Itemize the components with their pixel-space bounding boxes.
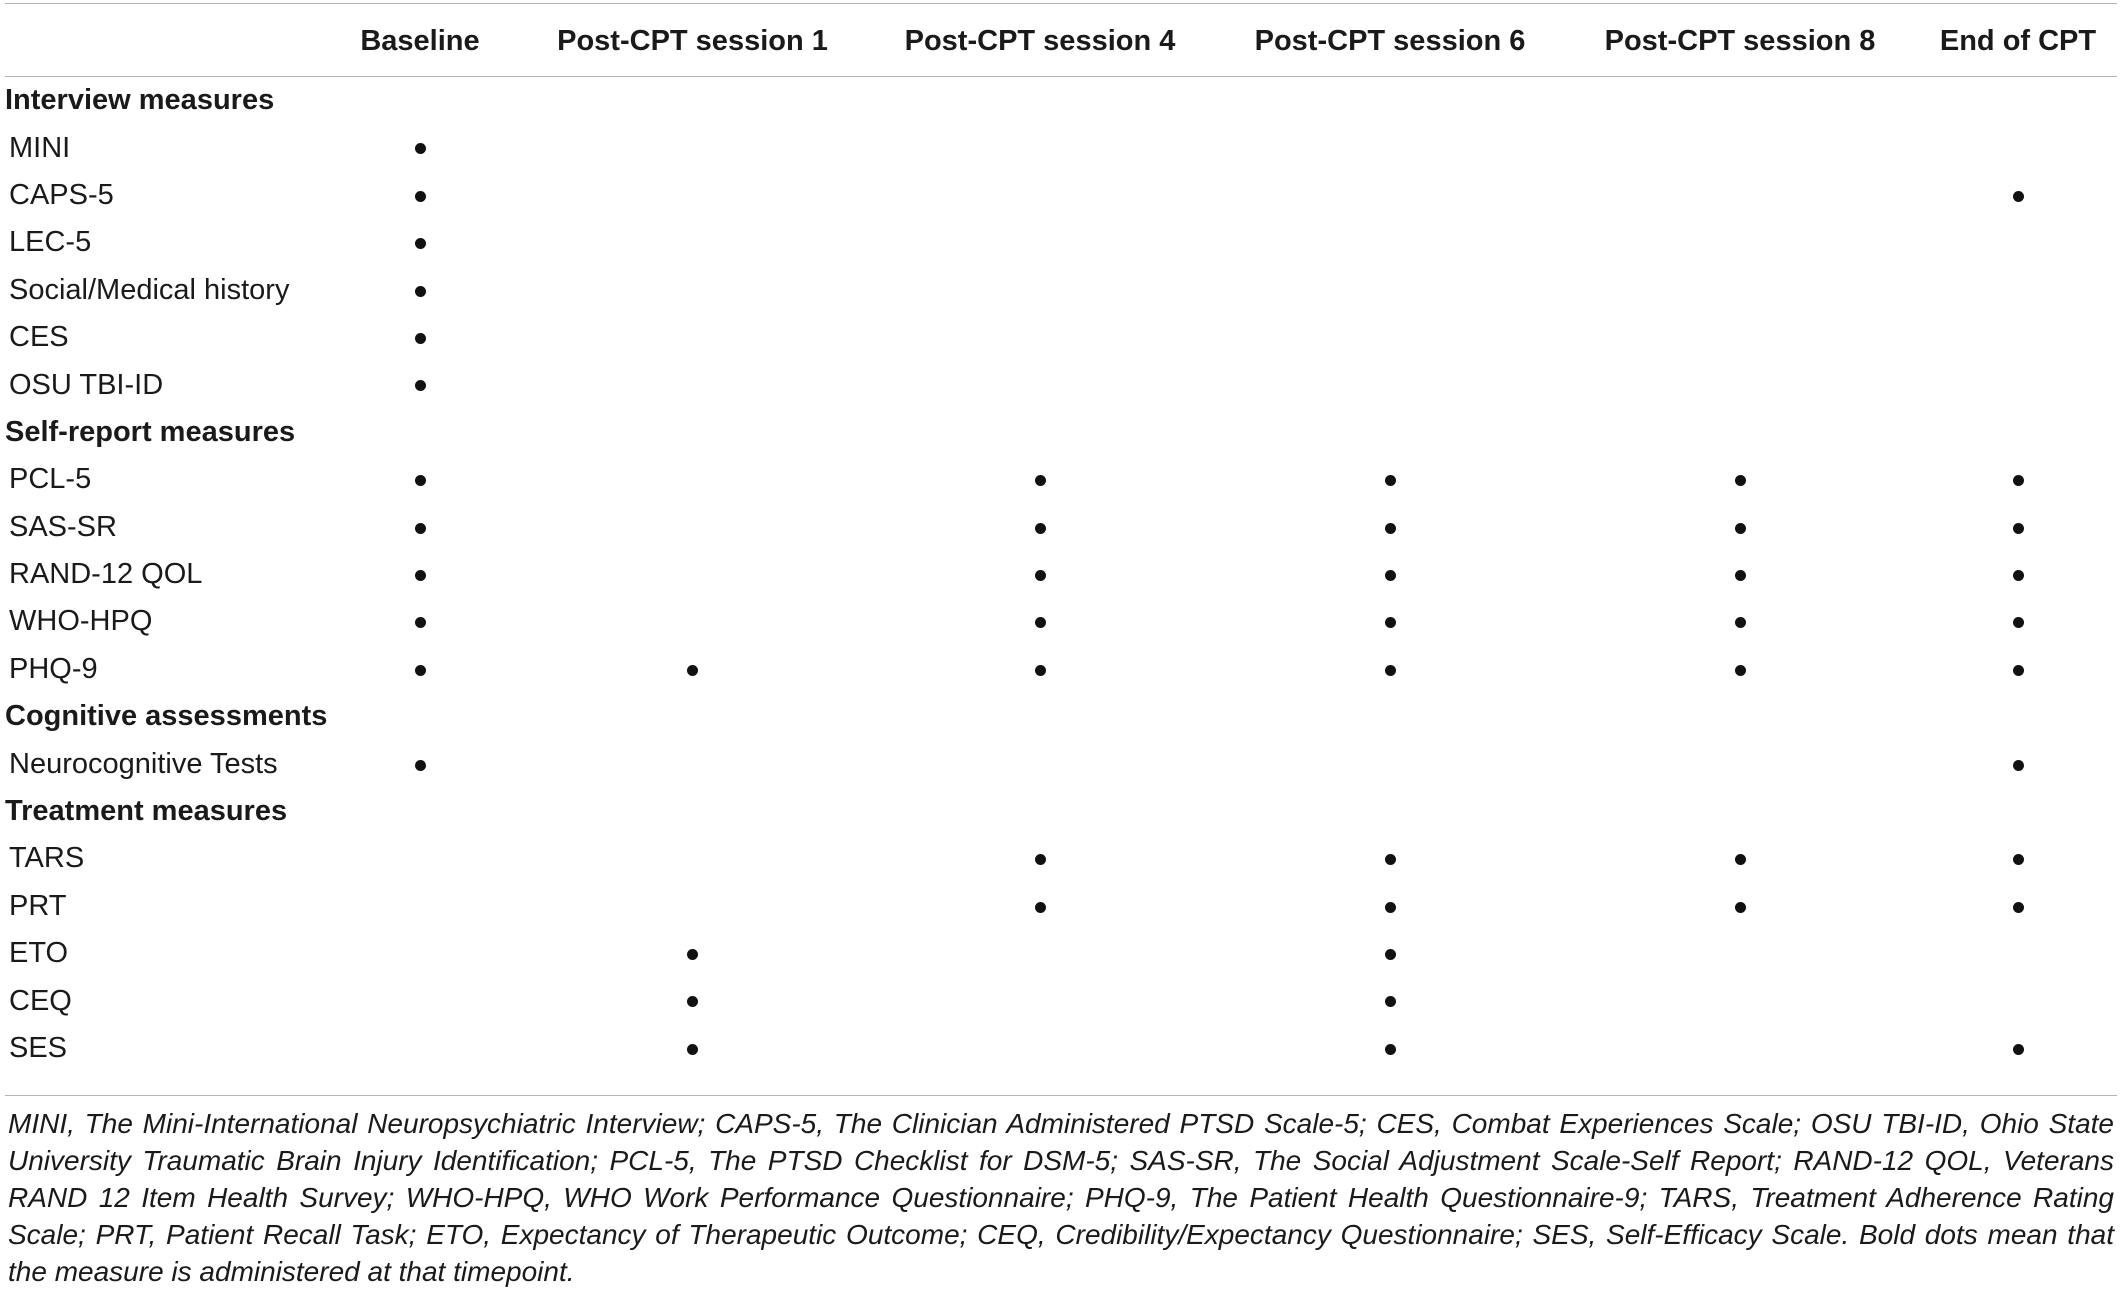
cell-post-cpt-session-4: [865, 456, 1215, 503]
administered-dot-icon: [415, 570, 426, 581]
cell-baseline: [320, 740, 520, 787]
table-row: [0, 172, 2121, 219]
measure-name: Neurocognitive Tests: [9, 747, 278, 780]
section-row-self-report-measures: [0, 409, 2121, 456]
administered-dot-icon: [415, 333, 426, 344]
table-row: [0, 551, 2121, 598]
administered-dot-icon: [687, 996, 698, 1007]
cell-end-of-cpt: [1915, 977, 2121, 1024]
measure-name: CAPS-5: [9, 178, 114, 211]
cell-post-cpt-session-4: [865, 930, 1215, 977]
table-row: [0, 361, 2121, 408]
measure-name: Social/Medical history: [9, 273, 290, 306]
administered-dot-icon: [415, 286, 426, 297]
column-header-post-cpt-session-4: Post-CPT session 4: [904, 24, 1176, 57]
cell-post-cpt-session-4: [865, 883, 1215, 930]
cell-post-cpt-session-6: [1215, 172, 1565, 219]
measure-name: TARS: [9, 842, 85, 875]
column-header-measure: [0, 3, 320, 77]
cell-post-cpt-session-4: [865, 314, 1215, 361]
table-row: [0, 124, 2121, 171]
cell-post-cpt-session-1: [520, 835, 865, 882]
administered-dot-icon: [1035, 617, 1046, 628]
cell-post-cpt-session-4: [865, 172, 1215, 219]
measure-name: RAND-12 QOL: [9, 558, 203, 591]
administered-dot-icon: [1035, 665, 1046, 676]
administered-dot-icon: [2013, 665, 2024, 676]
cell-post-cpt-session-6: [1215, 977, 1565, 1024]
cell-baseline: [320, 361, 520, 408]
cell-end-of-cpt: [1915, 219, 2121, 266]
cell-post-cpt-session-8: [1565, 456, 1915, 503]
cell-post-cpt-session-8: [1565, 835, 1915, 882]
cell-baseline: [320, 314, 520, 361]
measure-name: SES: [9, 1032, 68, 1064]
administered-dot-icon: [1735, 854, 1746, 865]
cell-end-of-cpt: [1915, 835, 2121, 882]
cell-post-cpt-session-8: [1565, 219, 1915, 266]
cell-post-cpt-session-8: [1565, 124, 1915, 171]
column-header-post-cpt-session-6: Post-CPT session 6: [1254, 24, 1526, 57]
cell-post-cpt-session-1: [520, 977, 865, 1024]
assessment-schedule-table: [0, 3, 2121, 1072]
column-header-post-cpt-session-1: Post-CPT session 1: [557, 24, 828, 57]
measure-name: ETO: [9, 937, 69, 970]
cell-post-cpt-session-8: [1565, 740, 1915, 787]
cell-post-cpt-session-6: [1215, 267, 1565, 314]
cell-baseline: [320, 835, 520, 882]
section-heading: Cognitive assessments: [5, 700, 328, 733]
administered-dot-icon: [2013, 475, 2024, 486]
cell-post-cpt-session-4: [865, 740, 1215, 787]
cell-post-cpt-session-8: [1565, 1025, 1915, 1072]
cell-end-of-cpt: [1915, 598, 2121, 645]
table-row: [0, 598, 2121, 645]
administered-dot-icon: [1035, 854, 1046, 865]
cell-baseline: [320, 267, 520, 314]
cell-post-cpt-session-6: [1215, 740, 1565, 787]
cell-post-cpt-session-4: [865, 219, 1215, 266]
cell-post-cpt-session-8: [1565, 172, 1915, 219]
cell-post-cpt-session-4: [865, 977, 1215, 1024]
cell-post-cpt-session-4: [865, 124, 1215, 171]
cell-post-cpt-session-8: [1565, 977, 1915, 1024]
cell-post-cpt-session-6: [1215, 124, 1565, 171]
header-row: [0, 3, 2121, 77]
cell-post-cpt-session-1: [520, 646, 865, 693]
cell-baseline: [320, 456, 520, 503]
cell-baseline: [320, 598, 520, 645]
measure-name: MINI: [9, 131, 71, 164]
administered-dot-icon: [2013, 570, 2024, 581]
table-row: [0, 219, 2121, 266]
administered-dot-icon: [415, 665, 426, 676]
cell-post-cpt-session-8: [1565, 504, 1915, 551]
cell-post-cpt-session-8: [1565, 598, 1915, 645]
cell-baseline: [320, 172, 520, 219]
cell-post-cpt-session-6: [1215, 835, 1565, 882]
cell-end-of-cpt: [1915, 172, 2121, 219]
administered-dot-icon: [687, 665, 698, 676]
administered-dot-icon: [1035, 902, 1046, 913]
measure-name: OSU TBI-ID: [9, 368, 164, 401]
cell-post-cpt-session-1: [520, 124, 865, 171]
cell-baseline: [320, 930, 520, 977]
column-header-baseline: Baseline: [360, 24, 480, 57]
cell-post-cpt-session-4: [865, 646, 1215, 693]
cell-post-cpt-session-4: [865, 835, 1215, 882]
cell-post-cpt-session-6: [1215, 930, 1565, 977]
cell-end-of-cpt: [1915, 1025, 2121, 1072]
column-header-end-of-cpt: End of CPT: [1939, 24, 2097, 57]
measure-name: PRT: [9, 889, 67, 922]
cell-baseline: [320, 646, 520, 693]
cell-baseline: [320, 124, 520, 171]
administered-dot-icon: [1385, 1044, 1396, 1055]
table-row: [0, 740, 2121, 787]
cell-post-cpt-session-6: [1215, 504, 1565, 551]
administered-dot-icon: [415, 523, 426, 534]
administered-dot-icon: [1385, 996, 1396, 1007]
administered-dot-icon: [1035, 523, 1046, 534]
section-row-interview-measures: [0, 77, 2121, 124]
cell-post-cpt-session-1: [520, 504, 865, 551]
measure-name: LEC-5: [9, 226, 92, 259]
measure-name: CEQ: [9, 984, 72, 1017]
cell-post-cpt-session-1: [520, 740, 865, 787]
table-row: [0, 456, 2121, 503]
administered-dot-icon: [687, 1044, 698, 1055]
administered-dot-icon: [1385, 617, 1396, 628]
cell-post-cpt-session-4: [865, 1025, 1215, 1072]
section-row-treatment-measures: [0, 788, 2121, 835]
table-row: [0, 883, 2121, 930]
cell-post-cpt-session-4: [865, 551, 1215, 598]
administered-dot-icon: [415, 475, 426, 486]
cell-end-of-cpt: [1915, 740, 2121, 787]
cell-post-cpt-session-1: [520, 456, 865, 503]
administered-dot-icon: [2013, 902, 2024, 913]
cell-post-cpt-session-4: [865, 598, 1215, 645]
cell-post-cpt-session-1: [520, 172, 865, 219]
cell-post-cpt-session-8: [1565, 551, 1915, 598]
cell-post-cpt-session-1: [520, 361, 865, 408]
administered-dot-icon: [1735, 570, 1746, 581]
administered-dot-icon: [1385, 902, 1396, 913]
cell-post-cpt-session-8: [1565, 883, 1915, 930]
table-bottom-rule: [5, 1095, 2117, 1096]
cell-post-cpt-session-1: [520, 551, 865, 598]
administered-dot-icon: [1735, 523, 1746, 534]
section-row-cognitive-assessments: [0, 693, 2121, 740]
measure-name: CES: [9, 321, 69, 354]
administered-dot-icon: [1385, 949, 1396, 960]
cell-post-cpt-session-6: [1215, 598, 1565, 645]
table-body: [0, 77, 2121, 1072]
cell-post-cpt-session-6: [1215, 314, 1565, 361]
cell-post-cpt-session-4: [865, 361, 1215, 408]
cell-baseline: [320, 977, 520, 1024]
cell-post-cpt-session-6: [1215, 219, 1565, 266]
administered-dot-icon: [415, 191, 426, 202]
table-row: [0, 930, 2121, 977]
cell-end-of-cpt: [1915, 504, 2121, 551]
cell-end-of-cpt: [1915, 361, 2121, 408]
cell-end-of-cpt: [1915, 314, 2121, 361]
cell-end-of-cpt: [1915, 456, 2121, 503]
cell-post-cpt-session-1: [520, 267, 865, 314]
table-row: [0, 835, 2121, 882]
cell-post-cpt-session-8: [1565, 646, 1915, 693]
table-row: [0, 314, 2121, 361]
administered-dot-icon: [415, 760, 426, 771]
administered-dot-icon: [415, 617, 426, 628]
cell-post-cpt-session-4: [865, 504, 1215, 551]
cell-post-cpt-session-8: [1565, 361, 1915, 408]
administered-dot-icon: [1385, 665, 1396, 676]
cell-post-cpt-session-6: [1215, 456, 1565, 503]
measure-name: PCL-5: [9, 463, 92, 496]
administered-dot-icon: [415, 238, 426, 249]
cell-baseline: [320, 551, 520, 598]
cell-post-cpt-session-4: [865, 267, 1215, 314]
table-row: [0, 646, 2121, 693]
cell-end-of-cpt: [1915, 883, 2121, 930]
cell-end-of-cpt: [1915, 646, 2121, 693]
cell-post-cpt-session-1: [520, 598, 865, 645]
measure-name: SAS-SR: [9, 510, 117, 543]
administered-dot-icon: [2013, 760, 2024, 771]
administered-dot-icon: [1385, 523, 1396, 534]
administered-dot-icon: [1385, 475, 1396, 486]
administered-dot-icon: [1735, 475, 1746, 486]
cell-post-cpt-session-1: [520, 930, 865, 977]
cell-post-cpt-session-1: [520, 883, 865, 930]
administered-dot-icon: [415, 380, 426, 391]
cell-baseline: [320, 1025, 520, 1072]
administered-dot-icon: [415, 143, 426, 154]
cell-post-cpt-session-8: [1565, 930, 1915, 977]
cell-end-of-cpt: [1915, 930, 2121, 977]
administered-dot-icon: [2013, 854, 2024, 865]
administered-dot-icon: [2013, 617, 2024, 628]
cell-end-of-cpt: [1915, 267, 2121, 314]
administered-dot-icon: [2013, 1044, 2024, 1055]
column-header-post-cpt-session-8: Post-CPT session 8: [1604, 24, 1876, 57]
table-row: [0, 977, 2121, 1024]
section-heading: Self-report measures: [5, 415, 296, 448]
administered-dot-icon: [2013, 523, 2024, 534]
cell-post-cpt-session-6: [1215, 551, 1565, 598]
cell-post-cpt-session-6: [1215, 1025, 1565, 1072]
administered-dot-icon: [1735, 665, 1746, 676]
section-heading: Interview measures: [5, 84, 275, 117]
administered-dot-icon: [1385, 570, 1396, 581]
cell-end-of-cpt: [1915, 551, 2121, 598]
cell-baseline: [320, 504, 520, 551]
table-row: [0, 267, 2121, 314]
cell-baseline: [320, 219, 520, 266]
administered-dot-icon: [1385, 854, 1396, 865]
table-footnote: MINI, The Mini-International Neuropsychiatric Interview; CAPS-5, The Clinician Administered PTSD Scale-5; CES, Combat Experiences Scale; OSU TBI-ID, Ohio State University Traumatic Brain Injury Identification; PCL-5, The PTSD Checklist for DSM-5; SAS-SR, The Social Adjustment Scale-Self Report; RAND-12 QOL, Veterans RAND 12 Item Health Survey; WHO-HPQ, WHO Work Performance Questionnaire; PHQ-9, The Patient Health Questionnaire-9; TARS, Treatment Adherence Rating Scale; PRT, Patient Recall Task; ETO, Expectancy of Therapeutic Outcome; CEQ, Credibility/Expectancy Questionnaire; SES, Self-Efficacy Scale. Bold dots mean that the measure is administered at that timepoint.: [8, 1108, 2114, 1287]
table-row: [0, 504, 2121, 551]
cell-post-cpt-session-1: [520, 314, 865, 361]
administered-dot-icon: [1735, 617, 1746, 628]
measure-name: WHO-HPQ: [9, 605, 153, 638]
cell-post-cpt-session-8: [1565, 314, 1915, 361]
cell-post-cpt-session-6: [1215, 361, 1565, 408]
cell-post-cpt-session-6: [1215, 883, 1565, 930]
cell-post-cpt-session-1: [520, 219, 865, 266]
table-row: [0, 1025, 2121, 1072]
section-heading: Treatment measures: [5, 795, 288, 828]
measure-name: PHQ-9: [9, 652, 98, 685]
cell-post-cpt-session-6: [1215, 646, 1565, 693]
cell-post-cpt-session-1: [520, 1025, 865, 1072]
administered-dot-icon: [1035, 475, 1046, 486]
cell-baseline: [320, 883, 520, 930]
administered-dot-icon: [1735, 902, 1746, 913]
administered-dot-icon: [687, 949, 698, 960]
administered-dot-icon: [1035, 570, 1046, 581]
cell-post-cpt-session-8: [1565, 267, 1915, 314]
administered-dot-icon: [2013, 191, 2024, 202]
cell-end-of-cpt: [1915, 124, 2121, 171]
